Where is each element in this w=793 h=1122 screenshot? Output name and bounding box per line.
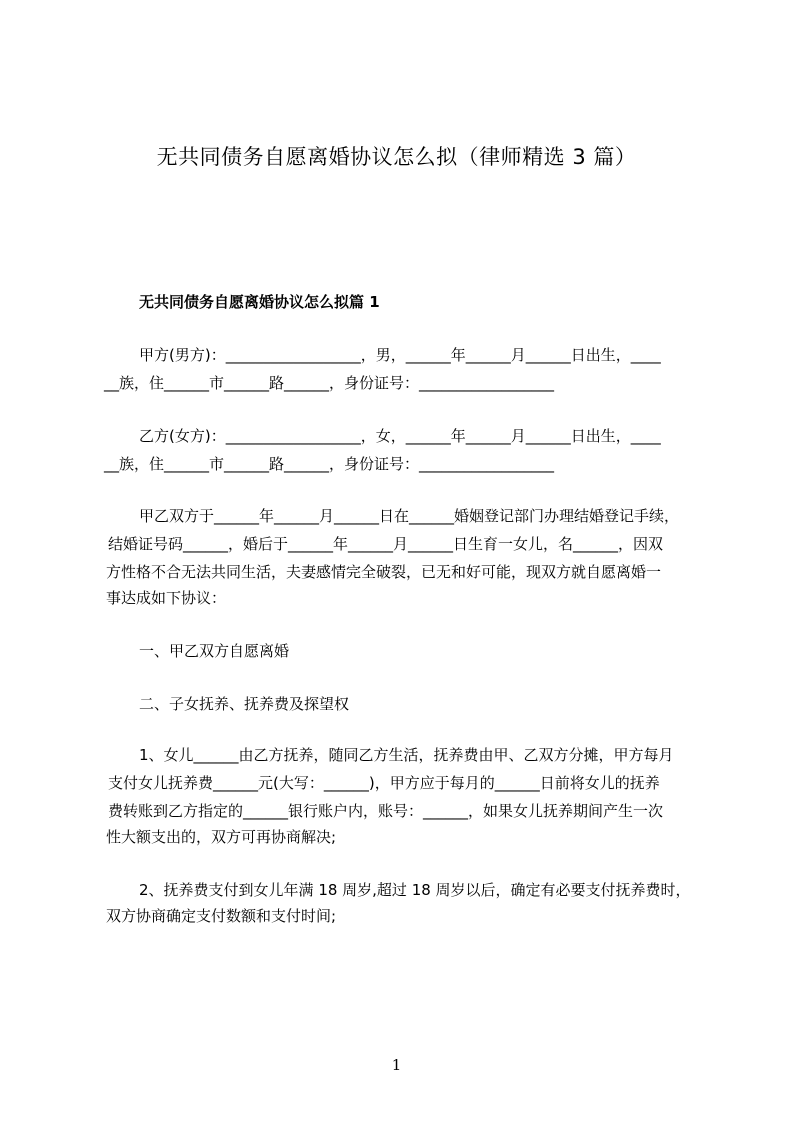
party-a-line-2: __族，住______市______路______，身份证号：__________________ [104,374,555,392]
item-2: 二、子女抚养、抚养费及探望权 [139,695,350,713]
clause-1-line-4: 性大额支出的，双方可再协商解决; [106,828,337,846]
clause-1-line-3: 费转账到乙方指定的______银行账户内，账号：______，如果女儿抚养期间产生一次 [108,802,664,820]
clause-1-line-1: 1、女儿______由乙方抚养，随同乙方生活，抚养费由甲、乙双方分摊，甲方每月 [139,746,674,764]
document-title: 无共同债务自愿离婚协议怎么拟（律师精选 3 篇） [156,145,637,169]
clause-1-line-2: 支付女儿抚养费______元(大写：______)，甲方应于每月的______日前将女儿的抚养 [108,774,660,792]
page-number: 1 [391,1056,402,1074]
party-a-line-1: 甲方(男方)：__________________，男，______年______月______日出生，____ [139,346,661,364]
intro-line-1: 甲乙双方于______年______月______日在______婚姻登记部门办理结婚登记手续， [139,507,680,525]
section-title: 无共同债务自愿离婚协议怎么拟篇 1 [139,293,380,311]
clause-2-line-1: 2、抚养费支付到女儿年满 18 周岁,超过 18 周岁以后，确定有必要支付抚养费时， [139,881,691,899]
item-1: 一、甲乙双方自愿离婚 [139,642,290,660]
intro-line-4: 事达成如下协议： [106,589,227,607]
intro-line-3: 方性格不合无法共同生活，夫妻感情完全破裂，已无和好可能，现双方就自愿离婚一 [106,563,662,581]
clause-2-line-2: 双方协商确定支付数额和支付时间; [106,907,337,925]
party-b-line-1: 乙方(女方)：__________________，女，______年______月______日出生，____ [139,427,661,445]
party-b-line-2: __族，住______市______路______，身份证号：__________________ [104,455,555,473]
intro-line-2: 结婚证号码______，婚后于______年______月______日生育一女儿，名______，因双 [108,535,664,553]
